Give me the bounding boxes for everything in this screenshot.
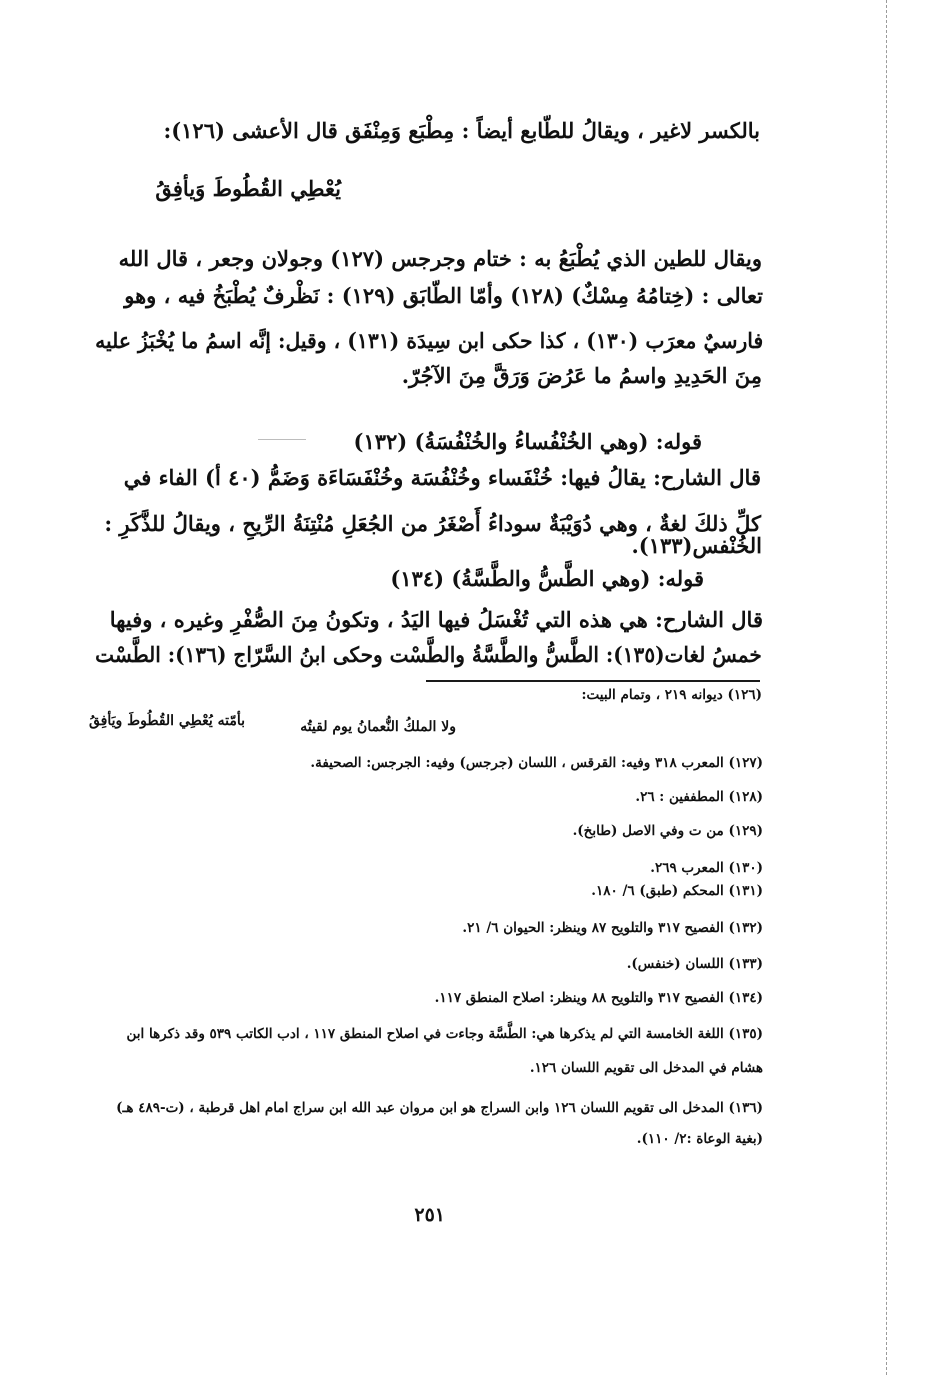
paragraph-1-line-3: فارسيٌ معرَب (١٣٠) ، كذا حكى ابن سِيدَة (١٣١) ، وقيل: إنَّه اسمُ ما يُخْبَزُ عليه bbox=[94, 328, 763, 353]
footnote-126: (١٢٦) ديوانه ٢١٩ ، وتمام البيت: bbox=[581, 687, 762, 703]
verse-line-1: يُعْطِي القُطُوطَ وَيأفِقُ bbox=[155, 176, 341, 201]
commentary-2-line-1: قال الشارح: هي هذه التي تُغْسَلُ فيها اليَدُ ، وتكونُ مِنَ الصُّفْرِ وغيره ، وفيها bbox=[109, 607, 763, 632]
footnote-126-verse-second-hemistich: بأمّته يُعْطِي القُطُوطَ ويَأفِقُ bbox=[88, 713, 245, 729]
quote-1: قوله: (وهي الخُنْفُساءُ والخُنْفُسَةُ) (١٣٢) bbox=[353, 429, 702, 454]
footnote-134: (١٣٤) الفصيح ٣١٧ والتلويح ٨٨ وينظر: اصلاح المنطق ١١٧. bbox=[434, 990, 763, 1006]
footnote-135-line-1: (١٣٥) اللغة الخامسة التي لم يذكرها هي: الطَّسَّة وجاءت في اصلاح المنطق ١١٧ ، ادب الكاتب ٥٣٩ وقد ذكرها ابن bbox=[126, 1026, 763, 1042]
commentary-1-line-2: كلِّ ذلكَ لغةٌ ، وهي دُوَيْبَةٌ سوداءُ أَصْغَرُ من الجُعَلِ مُنْتِنَةُ الرِّيحِ ، ويقالُ للذَّكَرِ : bbox=[104, 511, 761, 536]
commentary-1-line-3: الخُنْفس(١٣٣). bbox=[631, 533, 762, 558]
page-number: ٢٥١ bbox=[414, 1204, 445, 1226]
footnote-129: (١٢٩) من ت وفي الاصل (طابخ). bbox=[572, 823, 763, 839]
footnote-separator bbox=[426, 680, 760, 682]
footnote-136-line-2: (بغية الوعاة :٢/ ١١٠). bbox=[636, 1131, 763, 1147]
footnote-135-line-2: هشام في المدخل الى تقويم اللسان ١٢٦. bbox=[529, 1060, 763, 1076]
footnote-128: (١٢٨) المطففين : ٢٦. bbox=[635, 789, 763, 805]
main-line-1: بالكسر لاغير ، ويقالُ للطّابع أيضاً : مِطْبَع وَمِنْفَق قال الأعشى (١٢٦): bbox=[163, 118, 760, 143]
footnote-132: (١٣٢) الفصيح ٣١٧ والتلويح ٨٧ وينظر: الحيوان ٦/ ٢١. bbox=[462, 920, 763, 936]
paragraph-1-line-4: مِنَ الحَدِيدِ واسمُ ما عَرُضَ وَرَقَّ مِنَ الآجُرّ. bbox=[401, 363, 762, 388]
footnote-133: (١٣٣) اللسان (خنفس). bbox=[626, 956, 763, 972]
commentary-2-line-2: خمسُ لغات(١٣٥): الطَّسُّ والطَّسَّةُ والطَّسْت وحكى ابنُ السَّرّاج (١٣٦): الطَّسْت bbox=[95, 642, 762, 667]
footnote-136-line-1: (١٣٦) المدخل الى تقويم اللسان ١٢٦ وابن السراج هو ابن مروان عبد الله ابن سراج امام اهل قرطبة ، (ت-٤٨٩ هـ) bbox=[116, 1100, 763, 1116]
footnote-127: (١٢٧) المعرب ٣١٨ وفيه: القرقس ، اللسان (جرجس) وفيه: الجرجس: الصحيفة. bbox=[310, 755, 763, 771]
page-edge-line bbox=[886, 0, 887, 1375]
footnote-131: (١٣١) المحكم (طبق) ٦/ ١٨٠. bbox=[591, 883, 763, 899]
commentary-1-line-1: قال الشارح: يقالُ فيها: خُنْفَساء وخُنْفُسَة وخُنْفَسَاءَة وَضَمُّ (٤٠ أ) الفاء في bbox=[123, 465, 761, 490]
footnote-126-verse-first-hemistich: ولا الملكُ النُّعمانُ يوم لقيتُه bbox=[300, 719, 456, 735]
stray-mark bbox=[258, 439, 306, 440]
paragraph-1-line-1: ويقال للطين الذي يُطْبَعُ به : ختام وجرجس (١٢٧) وجولان وجعر ، قال الله bbox=[118, 246, 762, 271]
footnote-130: (١٣٠) المعرب ٢٦٩. bbox=[650, 860, 763, 876]
quote-2: قوله: (وهي الطَّسُّ والطَّسَّةُ) (١٣٤) bbox=[390, 566, 704, 591]
paragraph-1-line-2: تعالى : (خِتامُهُ مِسْكٌ) (١٢٨) وأمّا الطّابَق (١٢٩) : نَظْرفٌ يُطْبَخُ فيه ، وهو bbox=[124, 283, 763, 308]
